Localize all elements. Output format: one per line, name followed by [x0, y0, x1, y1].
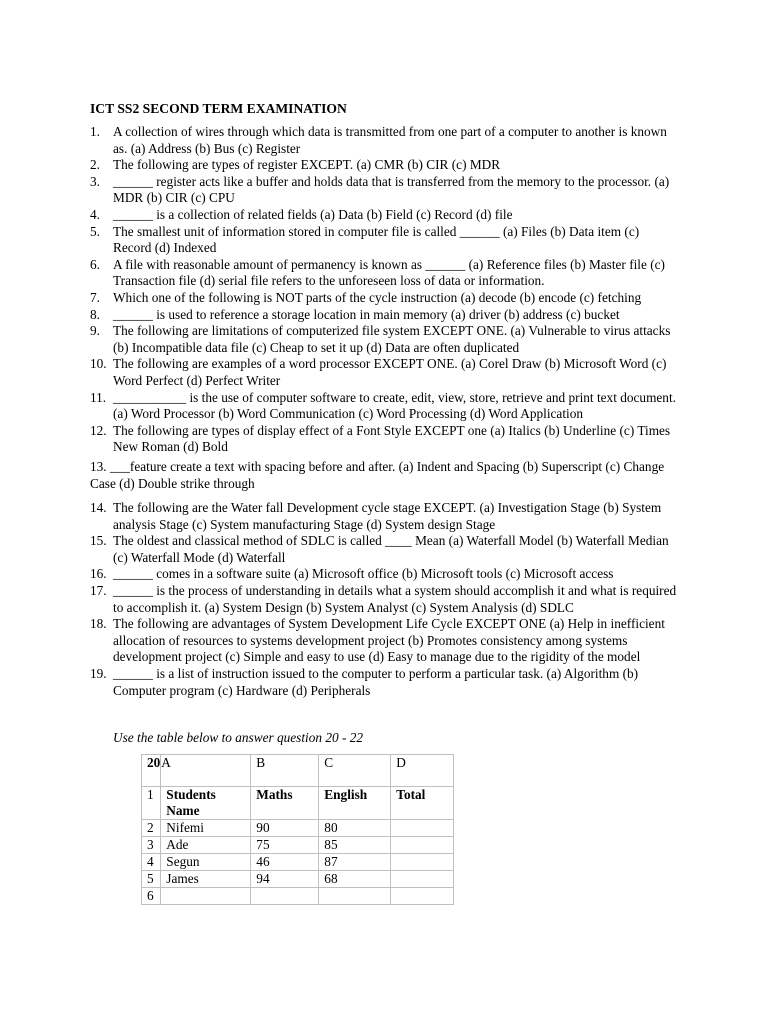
cell-total	[391, 854, 454, 871]
question-number: 2.	[90, 157, 100, 173]
question-text: ______ is a list of instruction issued to the computer to perform a particular task. (a) Algorithm (b) Computer program (c) Hardware (d) Peripherals	[113, 665, 639, 698]
question-text: A file with reasonable amount of permanency is known as ______ (a) Reference files (b) Master file (c) Transaction file (d) serial file refers to the unforeseen loss of data or information.	[113, 256, 665, 289]
question-text: ______ comes in a software suite (a) Microsoft office (b) Microsoft tools (c) Microsoft access	[113, 566, 614, 582]
question-text: The following are types of display effect of a Font Style EXCEPT one (a) Italics (b) Underline (c) Times New Roman (d) Bold	[113, 422, 671, 455]
question-item	[90, 390, 680, 423]
question-13: 13. ___feature create a text with spacing before and after. (a) Indent and Spacing (b) Superscript (c) Change Case (d) Double strike through	[90, 459, 665, 491]
table-row	[142, 837, 454, 854]
cell-name: James	[161, 871, 251, 888]
cell-english: 80	[319, 820, 391, 837]
question-item	[90, 207, 680, 224]
cell-maths: 46	[251, 854, 319, 871]
header-english: English	[319, 787, 391, 820]
cell-english: 87	[319, 854, 391, 871]
question-number: 9.	[90, 323, 100, 339]
cell-english	[319, 888, 391, 905]
table-column-letter-row	[142, 755, 454, 787]
question-number: 14.	[90, 500, 107, 515]
question-text: The following are examples of a word processor EXCEPT ONE. (a) Corel Draw (b) Microsoft Word (c) Word Perfect (d) Perfect Writer	[113, 356, 667, 388]
question-number: 5.	[90, 223, 100, 239]
row-number: 4	[142, 854, 161, 871]
question-text: ______ is the process of understanding in details what a system should accomplish it and what is required to accomplish it. (a) System Design (b) System Analyst (c) System Analysis (d) SDLC	[113, 582, 677, 615]
question-item	[90, 124, 680, 157]
row-number: 6	[142, 888, 161, 905]
cell-total	[391, 820, 454, 837]
question-number: 11.	[90, 389, 107, 405]
table-row	[142, 871, 454, 888]
cell-maths: 75	[251, 837, 319, 854]
question-number: 18.	[90, 616, 107, 632]
scores-table	[141, 754, 454, 905]
question-number: 6.	[90, 256, 100, 272]
row-number: 1	[142, 787, 161, 820]
question-item	[90, 566, 680, 583]
cell-name: Ade	[161, 837, 251, 854]
cell-maths: 90	[251, 820, 319, 837]
question-text: The following are the Water fall Development cycle stage EXCEPT. (a) Investigation Stage (b) System analysis Stage (c) System manufacturing Stage (d) System design Stage	[113, 500, 662, 532]
question-item	[90, 224, 680, 257]
question-list-1	[90, 124, 680, 456]
cell-english: 85	[319, 837, 391, 854]
question-item	[90, 323, 680, 356]
header-students-name: Students Name	[161, 787, 251, 820]
cell-maths	[251, 888, 319, 905]
cell-maths: 94	[251, 871, 319, 888]
question-item	[90, 307, 680, 324]
question-text: ______ is a collection of related fields (a) Data (b) Field (c) Record (d) file	[113, 206, 513, 222]
question-number: 3.	[90, 173, 100, 189]
cell-total	[391, 888, 454, 905]
question-text: A collection of wires through which data is transmitted from one part of a computer to another is known as. (a) Address (b) Bus (c) Register	[113, 124, 667, 156]
row-number: 3	[142, 837, 161, 854]
question-number: 1.	[90, 124, 100, 139]
cell-total	[391, 871, 454, 888]
question-text: ______ is used to reference a storage location in main memory (a) driver (b) address (c) bucket	[113, 306, 620, 322]
header-maths: Maths	[251, 787, 319, 820]
cell-name	[161, 888, 251, 905]
question-number: 16.	[90, 566, 107, 582]
table-corner-cell	[142, 755, 161, 787]
row-number: 2	[142, 820, 161, 837]
question-text: The following are types of register EXCEPT. (a) CMR (b) CIR (c) MDR	[113, 157, 501, 173]
question-item	[90, 583, 680, 616]
question-item	[90, 500, 680, 533]
question-number: 12.	[90, 422, 107, 438]
col-letter-a: A	[161, 755, 251, 787]
question-number: 7.	[90, 289, 100, 305]
question-item	[90, 290, 680, 307]
question-text: ______ register acts like a buffer and holds data that is transferred from the memory to the processor. (a) MDR (b) CIR (c) CPU	[113, 173, 670, 206]
question-number: 4.	[90, 206, 100, 222]
question-item	[90, 423, 680, 456]
col-letter-c: C	[319, 755, 391, 787]
col-letter-b: B	[251, 755, 319, 787]
cell-name: Nifemi	[161, 820, 251, 837]
question-text: The smallest unit of information stored in computer file is called ______ (a) Files (b) Data item (c) Record (d) Indexed	[113, 223, 640, 256]
table-instruction: Use the table below to answer question 20 - 22	[113, 730, 364, 745]
question-text: ___________ is the use of computer software to create, edit, view, store, retrieve and print text document. (a) Word Processor (b) Word Communication (c) Word Processing (d) Word Application	[113, 389, 676, 422]
question-text: The oldest and classical method of SDLC is called ____ Mean (a) Waterfall Model (b) Waterfall Median (c) Waterfall Mode (d) Waterfall	[113, 533, 669, 565]
question-item	[90, 157, 680, 174]
table-row	[142, 888, 454, 905]
question-text: The following are advantages of System Development Life Cycle EXCEPT ONE (a) Help in inefficient allocation of resources to systems development project (b) Promotes consistency among systems development project (c) Simple and easy to use (d) Easy to manage due to the rigidity of the model	[113, 616, 665, 665]
question-item	[90, 257, 680, 290]
question-item	[90, 616, 680, 666]
question-item	[90, 666, 680, 699]
table-row	[142, 854, 454, 871]
header-total: Total	[391, 787, 454, 820]
question-item	[90, 533, 680, 566]
cell-name: Segun	[161, 854, 251, 871]
question-item	[90, 356, 680, 389]
row-number: 5	[142, 871, 161, 888]
question-number: 10.	[90, 356, 107, 372]
question-item	[90, 174, 680, 207]
question-number: 19.	[90, 665, 107, 681]
page-title: ICT SS2 SECOND TERM EXAMINATION	[90, 101, 347, 116]
table-row	[142, 820, 454, 837]
question-text: The following are limitations of computerized file system EXCEPT ONE. (a) Vulnerable to virus attacks (b) Incompatible data file (c) Cheap to set it up (d) Data are often duplicated	[113, 323, 671, 355]
question-number: 15.	[90, 533, 107, 549]
question-text: Which one of the following is NOT parts of the cycle instruction (a) decode (b) encode (c) fetching	[113, 289, 642, 305]
table-corner-label: 20	[147, 755, 161, 770]
col-letter-d: D	[391, 755, 454, 787]
question-number: 17.	[90, 582, 107, 598]
question-list-2	[90, 500, 680, 699]
question-number: 8.	[90, 306, 100, 322]
cell-total	[391, 837, 454, 854]
table-header-row	[142, 787, 454, 820]
cell-english: 68	[319, 871, 391, 888]
